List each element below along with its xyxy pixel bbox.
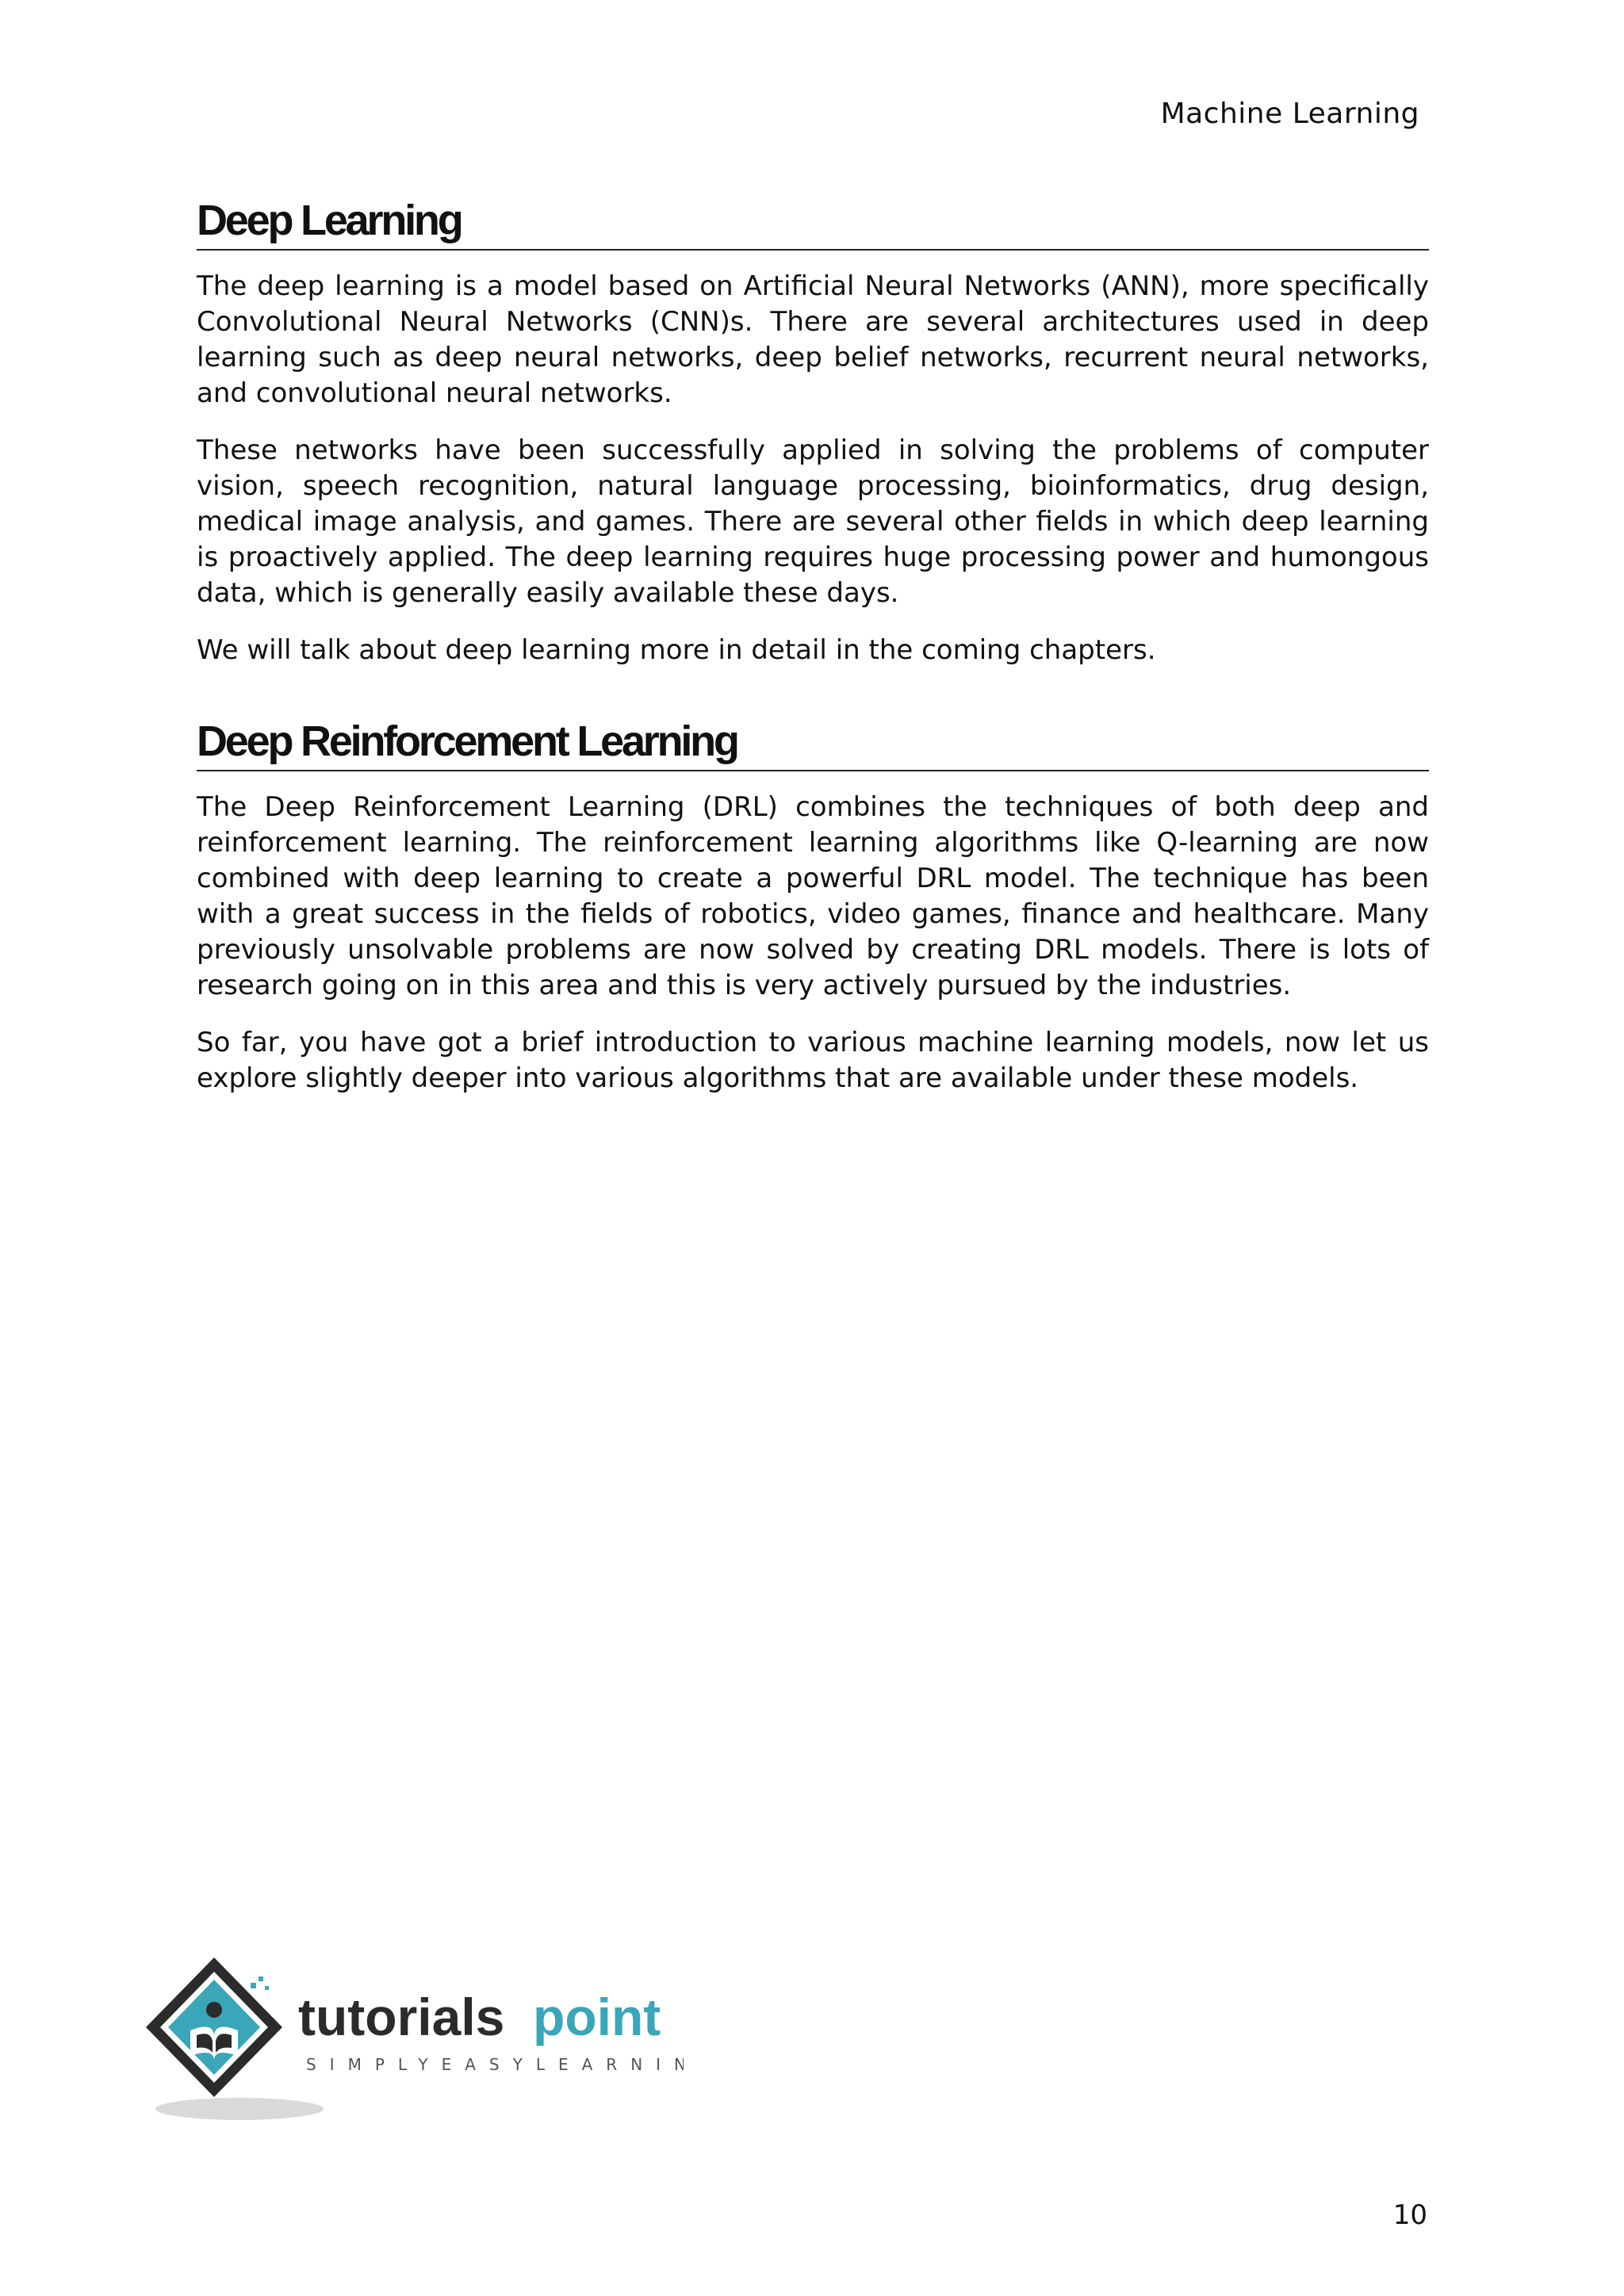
running-header: Machine Learning — [1160, 98, 1419, 130]
section-title: Deep Learning — [197, 195, 1429, 251]
section-deep-learning — [197, 195, 1429, 668]
logo-brand-part2: point — [533, 1988, 661, 2046]
paragraph: The Deep Reinforcement Learning (DRL) combines the techniques of both deep and reinforcement learning. The reinforcement learning algorithms like Q-learning are now combined with deep learning to create a powerful DRL model. The technique has been with a great success in the fields of robotics, video games, finance and healthcare. Many previously unsolvable problems are now solved by creating DRL models. There is lots of research going on in this area and this is very actively pursued by the industries. — [197, 791, 1429, 1001]
paragraph: So far, you have got a brief introduction to various machine learning models, now let us explore slightly deeper into various algorithms that are available under these models. — [197, 1027, 1429, 1094]
tutorialspoint-logo — [144, 1954, 684, 2121]
paragraph: The deep learning is a model based on Artificial Neural Networks (ANN), more specifically Convolutional Neural Networks (CNN)s. There are several architectures used in deep learning such as deep neural networks, deep belief networks, recurrent neural networks, and convolutional neural networks. — [197, 270, 1429, 409]
logo-tagline: SIMPLYEASYLEARNING — [306, 2055, 684, 2074]
page-number: 10 — [1392, 2199, 1427, 2231]
logo-brand-part1: tutorials — [298, 1988, 505, 2046]
paragraph: These networks have been successfully applied in solving the problems of computer vision, speech recognition, natural language processing, bioinformatics, drug design, medical image analysis, and games. There are several other fields in which deep learning is proactively applied. The deep learning requires huge processing power and humongous data, which is generally easily available these days. — [197, 434, 1429, 609]
section-title: Deep Reinforcement Learning — [197, 716, 1429, 771]
paragraph: We will talk about deep learning more in detail in the coming chapters. — [197, 634, 1156, 666]
section-deep-reinforcement-learning — [197, 716, 1429, 1096]
